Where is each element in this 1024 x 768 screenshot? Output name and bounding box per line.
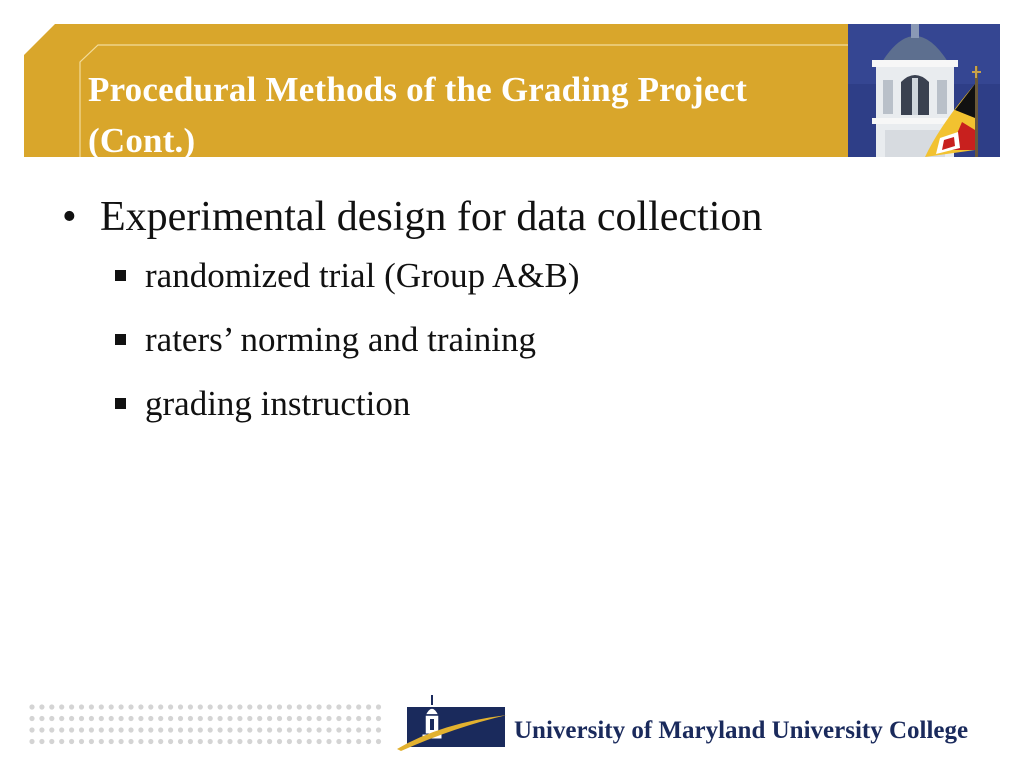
footer-dot bbox=[168, 727, 173, 732]
footer-dot bbox=[119, 716, 124, 721]
footer-dot bbox=[287, 727, 292, 732]
footer-dot bbox=[168, 704, 173, 709]
footer-dot bbox=[128, 727, 133, 732]
header-banner bbox=[0, 0, 1024, 160]
footer-dot bbox=[267, 739, 272, 744]
sub-bullet-text: grading instruction bbox=[145, 384, 411, 423]
footer-dot bbox=[218, 704, 223, 709]
footer-dot bbox=[356, 704, 361, 709]
footer-dot bbox=[89, 716, 94, 721]
footer-dot bbox=[317, 704, 322, 709]
footer-dot bbox=[247, 727, 252, 732]
footer-dot bbox=[128, 739, 133, 744]
footer-dot bbox=[188, 739, 193, 744]
cupola-with-maryland-flag-icon bbox=[848, 24, 1000, 157]
footer-dot bbox=[336, 716, 341, 721]
footer-dot bbox=[128, 716, 133, 721]
footer-dot bbox=[198, 739, 203, 744]
footer-dot bbox=[49, 716, 54, 721]
footer-dot bbox=[317, 727, 322, 732]
footer-dot bbox=[297, 739, 302, 744]
footer-dot bbox=[198, 716, 203, 721]
footer-dot bbox=[317, 739, 322, 744]
footer-dot bbox=[297, 704, 302, 709]
footer-dot bbox=[109, 727, 114, 732]
footer-dot bbox=[336, 727, 341, 732]
footer-dot bbox=[237, 727, 242, 732]
footer-dot bbox=[158, 716, 163, 721]
cupola-swoosh-logo-icon bbox=[395, 693, 511, 758]
footer-dot bbox=[148, 739, 153, 744]
footer-dot bbox=[59, 704, 64, 709]
footer-dot bbox=[138, 704, 143, 709]
slide-body bbox=[62, 188, 982, 444]
footer-dot bbox=[128, 704, 133, 709]
footer-dot bbox=[218, 727, 223, 732]
footer-dot bbox=[79, 739, 84, 744]
footer-dot bbox=[366, 727, 371, 732]
footer-dot bbox=[99, 704, 104, 709]
footer-institution-name: University of Maryland University College bbox=[514, 717, 969, 744]
footer-dot bbox=[326, 716, 331, 721]
footer-dot bbox=[326, 739, 331, 744]
footer-dot bbox=[138, 727, 143, 732]
footer-dot bbox=[366, 716, 371, 721]
footer-dot bbox=[168, 739, 173, 744]
footer-dot bbox=[336, 704, 341, 709]
footer-dot bbox=[79, 716, 84, 721]
footer-dot bbox=[346, 739, 351, 744]
footer-dot bbox=[29, 704, 34, 709]
footer-dot bbox=[59, 716, 64, 721]
square-bullet-icon bbox=[115, 334, 126, 345]
footer-dot bbox=[69, 716, 74, 721]
footer-dot bbox=[69, 727, 74, 732]
footer-dot bbox=[148, 716, 153, 721]
footer-dot bbox=[29, 716, 34, 721]
bullet-level-1 bbox=[62, 188, 982, 246]
footer-dot bbox=[49, 727, 54, 732]
footer-dot bbox=[346, 727, 351, 732]
footer-dot bbox=[89, 727, 94, 732]
footer-dot bbox=[297, 727, 302, 732]
footer-dot bbox=[376, 716, 381, 721]
footer-dot bbox=[178, 704, 183, 709]
footer-dot bbox=[178, 716, 183, 721]
footer-dot bbox=[178, 727, 183, 732]
footer-dot bbox=[59, 727, 64, 732]
footer-dot bbox=[188, 727, 193, 732]
footer-dot bbox=[277, 716, 282, 721]
footer-dot bbox=[277, 704, 282, 709]
footer-dot bbox=[237, 716, 242, 721]
footer-dot bbox=[267, 704, 272, 709]
footer-dot bbox=[188, 716, 193, 721]
footer-dot bbox=[29, 727, 34, 732]
footer-dot bbox=[317, 716, 322, 721]
sub-bullet-text: raters’ norming and training bbox=[145, 320, 537, 359]
footer-dot bbox=[257, 727, 262, 732]
footer-dot bbox=[257, 739, 262, 744]
footer-dot bbox=[356, 739, 361, 744]
footer-dot bbox=[208, 704, 213, 709]
footer-dot bbox=[277, 739, 282, 744]
footer-dot bbox=[59, 739, 64, 744]
sub-bullet bbox=[115, 316, 982, 364]
footer-dot bbox=[79, 704, 84, 709]
footer-dot bbox=[148, 727, 153, 732]
footer-dot bbox=[287, 716, 292, 721]
footer-dot bbox=[79, 727, 84, 732]
footer-dot bbox=[267, 727, 272, 732]
footer-dot bbox=[346, 716, 351, 721]
footer-dot bbox=[69, 739, 74, 744]
footer-dot bbox=[39, 716, 44, 721]
footer-dot bbox=[208, 716, 213, 721]
footer-dot bbox=[138, 739, 143, 744]
footer-dot bbox=[49, 739, 54, 744]
footer-dot bbox=[247, 716, 252, 721]
footer-dot bbox=[158, 704, 163, 709]
footer-dot bbox=[227, 704, 232, 709]
footer-dot-pattern bbox=[28, 703, 388, 752]
footer-dot bbox=[89, 739, 94, 744]
footer-dot bbox=[366, 739, 371, 744]
footer-dot bbox=[99, 716, 104, 721]
footer-dot bbox=[109, 704, 114, 709]
footer-dot bbox=[178, 739, 183, 744]
footer-dot bbox=[188, 704, 193, 709]
footer-dot bbox=[208, 727, 213, 732]
footer-dot bbox=[218, 716, 223, 721]
footer-dot bbox=[307, 739, 312, 744]
footer-dot bbox=[39, 727, 44, 732]
square-bullet-icon bbox=[115, 398, 126, 409]
footer-dot bbox=[376, 704, 381, 709]
footer-dot bbox=[346, 704, 351, 709]
footer-dot bbox=[109, 739, 114, 744]
footer-dot bbox=[39, 739, 44, 744]
footer-dot bbox=[158, 727, 163, 732]
footer-dot bbox=[119, 739, 124, 744]
footer-dot bbox=[257, 716, 262, 721]
footer-dot bbox=[287, 739, 292, 744]
footer-dot bbox=[237, 739, 242, 744]
footer-dot bbox=[247, 739, 252, 744]
footer-dot bbox=[198, 704, 203, 709]
footer-dot bbox=[326, 704, 331, 709]
footer-dot bbox=[376, 739, 381, 744]
footer-dot bbox=[227, 716, 232, 721]
sub-bullet bbox=[115, 252, 982, 300]
footer-dot bbox=[247, 704, 252, 709]
footer-dot bbox=[208, 739, 213, 744]
footer-dot bbox=[287, 704, 292, 709]
footer-dot bbox=[376, 727, 381, 732]
footer-dot bbox=[297, 716, 302, 721]
footer-dot bbox=[49, 704, 54, 709]
footer-dot bbox=[356, 716, 361, 721]
sub-bullet bbox=[115, 380, 982, 428]
footer-dot bbox=[89, 704, 94, 709]
footer-dot bbox=[69, 704, 74, 709]
footer-dot bbox=[307, 704, 312, 709]
footer-dot bbox=[158, 739, 163, 744]
footer-dot bbox=[99, 727, 104, 732]
footer-dot bbox=[218, 739, 223, 744]
footer-dot bbox=[39, 704, 44, 709]
footer-dot bbox=[168, 716, 173, 721]
footer-dot bbox=[366, 704, 371, 709]
round-bullet-icon: • bbox=[62, 194, 77, 240]
footer-dot bbox=[198, 727, 203, 732]
footer-dot bbox=[336, 739, 341, 744]
footer-dot bbox=[227, 739, 232, 744]
footer-dot bbox=[237, 704, 242, 709]
footer-dot bbox=[148, 704, 153, 709]
footer-dot bbox=[227, 727, 232, 732]
footer-dot bbox=[29, 739, 34, 744]
footer-dot bbox=[307, 727, 312, 732]
slide-title: Procedural Methods of the Grading Project (Cont.) bbox=[88, 70, 748, 160]
footer-dot bbox=[307, 716, 312, 721]
bullet-text: Experimental design for data collection bbox=[100, 194, 763, 240]
footer-dot bbox=[138, 716, 143, 721]
footer-dot bbox=[326, 727, 331, 732]
footer-dot bbox=[257, 704, 262, 709]
sub-bullet-text: randomized trial (Group A&B) bbox=[145, 256, 580, 295]
footer-dot bbox=[119, 727, 124, 732]
footer-dot bbox=[267, 716, 272, 721]
footer-dot bbox=[119, 704, 124, 709]
footer-dot bbox=[109, 716, 114, 721]
footer-dot bbox=[356, 727, 361, 732]
footer-dot bbox=[99, 739, 104, 744]
footer-dot bbox=[277, 727, 282, 732]
square-bullet-icon bbox=[115, 270, 126, 281]
